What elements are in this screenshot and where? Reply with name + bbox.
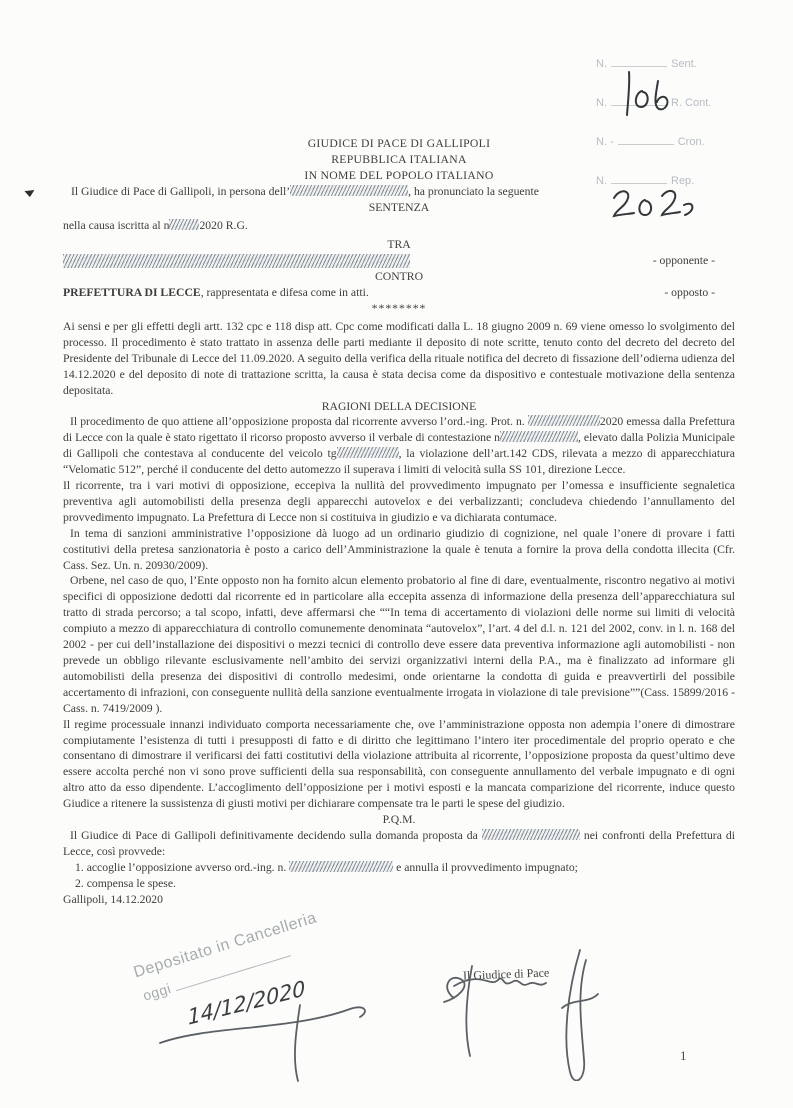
redacted-verbale-number — [500, 431, 578, 442]
paragraph-dispositivo — [63, 828, 735, 860]
pqm-heading: P.Q.M. — [382, 813, 416, 827]
sentenza-heading: SENTENZA — [368, 200, 430, 214]
opponent-role-label: - opponente - — [652, 254, 715, 268]
item1-after: e annulla il provvedimento impugnato; — [393, 860, 578, 874]
intro-before-text: Il Giudice di Pace di Gallipoli, in persona dell’ — [71, 184, 291, 198]
contro-heading: CONTRO — [374, 270, 424, 284]
asterisks-divider: ******** — [371, 302, 427, 316]
page-number: 1 — [680, 1048, 687, 1063]
paragraph-sanzioni: In tema di sanzioni amministrative l’opposizione dà luogo ad un ordinario giudizio di cognizione, nel quale l’onere di provare i fatti costitutivi della pretesa sanzionatoria è posto a carico dell’Amministrazione la quale è tenuta a fornire la prova della condotta illecita (Cfr. Cass. Sez. Un. n. 20930/2009). — [63, 526, 735, 572]
item-number: 2. — [75, 876, 84, 890]
redacted-claimant-name — [482, 829, 580, 840]
opposed-party-rest: , rappresentata e difesa come in atti. — [200, 286, 369, 300]
stamp-prefix: N. — [596, 96, 607, 109]
opposed-role-label: - opposto - — [664, 286, 715, 300]
paragraph-rito: Ai sensi e per gli effetti degli artt. 132 cpc e 118 disp att. Cpc come modificati dalla L. 18 giugno 2009 n. 69 viene omesso lo svolgimento del processo. Il procedimento è stato trattato in assenza delle parti mediante il deposito di note scritte, tenuto conto del decreto del decreto del Presidente del Tribunale di Lecce del 11.09.2020. A seguito della verifica della rituale notifica del decreto di fissazione dell’odierna udienza del 14.12.2020 e del deposito di note di trattazione scritta, la causa è stata decisa come da dispositivo e contestuale motivazione della sentenza depositata. — [63, 319, 735, 397]
item1-before: accoglie l’opposizione avverso ord.-ing. n. — [86, 860, 290, 874]
court-title: GIUDICE DI PACE DI GALLIPOLI — [307, 137, 491, 150]
redacted-case-number — [169, 219, 199, 230]
stamp-prefix: N. — [596, 174, 607, 187]
redacted-judge-name — [290, 185, 408, 196]
decision-item-2 — [63, 876, 735, 892]
judge-title-label: Il Giudice di Pace — [462, 965, 550, 983]
in-name-line: IN NOME DEL POPOLO ITALIANO — [304, 168, 494, 182]
case-after-text: 2020 R.G. — [199, 218, 248, 232]
case-before-text: nella causa iscritta al n — [63, 218, 170, 232]
stamp-label: R. Cont. — [671, 96, 712, 109]
republic-line: REPUBBLICA ITALIANA — [331, 152, 467, 166]
stamp-label: Sent. — [671, 58, 697, 70]
ragioni-heading: RAGIONI DELLA DECISIONE — [321, 399, 477, 413]
intro-after-text: , ha pronunciato la seguente — [408, 184, 539, 198]
opposed-party-line — [63, 285, 369, 301]
opponent-row — [63, 253, 735, 269]
deposit-stamp-line1: Depositato in Cancelleria — [131, 909, 319, 982]
stamp-prefix: N. - — [596, 135, 614, 148]
item-number: 1. — [75, 860, 84, 874]
item2-text: compensa le spese. — [86, 876, 176, 890]
place-date-line: Gallipoli, 14.12.2020 — [63, 892, 163, 906]
p7-seg1: Il Giudice di Pace di Gallipoli definitivamente decidendo sulla domanda proposta da — [70, 828, 482, 842]
redacted-opponent-name — [63, 254, 410, 268]
redacted-plate-number — [337, 447, 399, 458]
handwritten-number-top — [612, 68, 682, 120]
paragraph-regime: Il regime processuale innanzi individuato comporta necessariamente che, ove l’amministrazione opposta non adempia l’onere di dimostrare compiutamente l’esistenza di tutti i presupposti di fatto e di diritto che legittimano l’intero iter procedimentale del proprio operato e che consentano di dimostrare il verificarsi dei fatti costitutivi della violazione attribuita al ricorrente, l’opposizione proposta da quest’ultimo deve essere accolta perché non vi sono prove sufficienti della sua responsabilità, con conseguente annullamento del verbale impugnato e di ogni altro atto da esso dipendente. L’accoglimento dell’opposizione per i motivi esposti e la mancata comparizione del ricorrente, induce questo Giudice a ritenere la sussistenza di giusti motivi per dichiarare compensate tra le parti le spese del giudizio. — [63, 717, 735, 811]
intro-line — [63, 184, 735, 200]
redacted-ordinance-number-2 — [289, 861, 393, 872]
opposed-row — [63, 285, 735, 301]
paragraph-procedimento — [63, 414, 735, 478]
deposit-date-handwritten: 14/12/2020 — [186, 976, 307, 1030]
p2-seg3: , elevato dalla Polizia Municipale di Gallipoli che contestava al conducente del veicolo tg — [63, 431, 735, 461]
opposed-party-name: PREFETTURA DI LECCE — [63, 286, 201, 300]
judge-signature — [432, 946, 607, 1081]
p7-seg2: nei confronti della Prefettura di Lecce, così provvede: — [63, 828, 736, 858]
stamp-label: Cron. — [677, 135, 705, 148]
decision-item-1 — [63, 860, 735, 876]
stamp-blank-line — [611, 56, 667, 67]
case-number-line — [63, 218, 735, 234]
p2-seg4: , la violazione dell’art.142 CDS, rilevata a mezzo di apparecchiatura “Velomatic 512”, perché il conducente del detto automezzo il superava i limiti di velocità sulla SS 101, direzione Lecce. — [63, 447, 735, 477]
paragraph-motivi: Il ricorrente, tra i vari motivi di opposizione, eccepiva la nullità del provvedimento impugnato per l’omessa e insufficiente segnaletica preventiva agli automobilisti della presenza degli apparecchi autovelox e dei verbalizzanti; concludeva chiedendo l’annullamento del provvedimento impugnato. La Prefettura di Lecce non si costituiva in giudizio e va dichiarata contumace. — [63, 479, 735, 524]
redacted-ordinance-number — [528, 415, 600, 426]
document-body — [63, 136, 735, 908]
deposit-oggi-text: oggi — [140, 979, 173, 1004]
p2-seg1: Il procedimento de quo attiene all’opposizione proposta dal ricorrente avverso l’ord.-ing. Prot. n. — [70, 415, 528, 429]
paragraph-orbene: Orbene, nel caso de quo, l’Ente opposto non ha fornito alcun elemento probatorio al fine di dare, eventualmente, riscontro negativo ai motivi specifici di opposizione dedotti dal ricorrente ed in particolare alla eccepita assenza di informazione della presenza dell’apparecchiatura sul tratto di strada percorso; a tal scopo, infatti, deve affermarsi che ““In tema di accertamento di violazioni delle norme sui limiti di velocità compiuto a mezzo di apparecchiatura di controllo comunemente denominata “autovelox”, l’art. 4 del d.l. n. 121 del 2002, conv. in l. n. 168 del 2002 - per cui dell’installazione dei dispositivi o mezzi tecnici di controllo deve essere data preventiva informazione agli automobilisti - non prevede un obbligo rilevante esclusivamente nell’ambito dei servizi organizzativi interni della P.A., ma è finalizzato ad informare gli automobilisti della presenza dei dispositivi di controllo medesimi, onde orientarne la condotta di guida e preavvertirli del possibile accertamento di infrazioni, con conseguente nullità della sanzione eventualmente irrogata in violazione di tale previsione””(Cass. 15899/2016 - Cass. n. 7419/2009 ). — [63, 574, 735, 715]
stamp-label: Rep. — [671, 174, 695, 187]
p2-seg2: 2020 emessa dalla Prefettura di Lecce con la quale è stato rigettato il ricorso proposto avverso il verbale di contestazione n — [63, 415, 735, 445]
clerk-signature-flourish — [150, 995, 380, 1085]
stamp-prefix: N. — [596, 58, 607, 70]
tra-heading: TRA — [387, 238, 411, 252]
margin-tick-mark — [24, 188, 38, 200]
